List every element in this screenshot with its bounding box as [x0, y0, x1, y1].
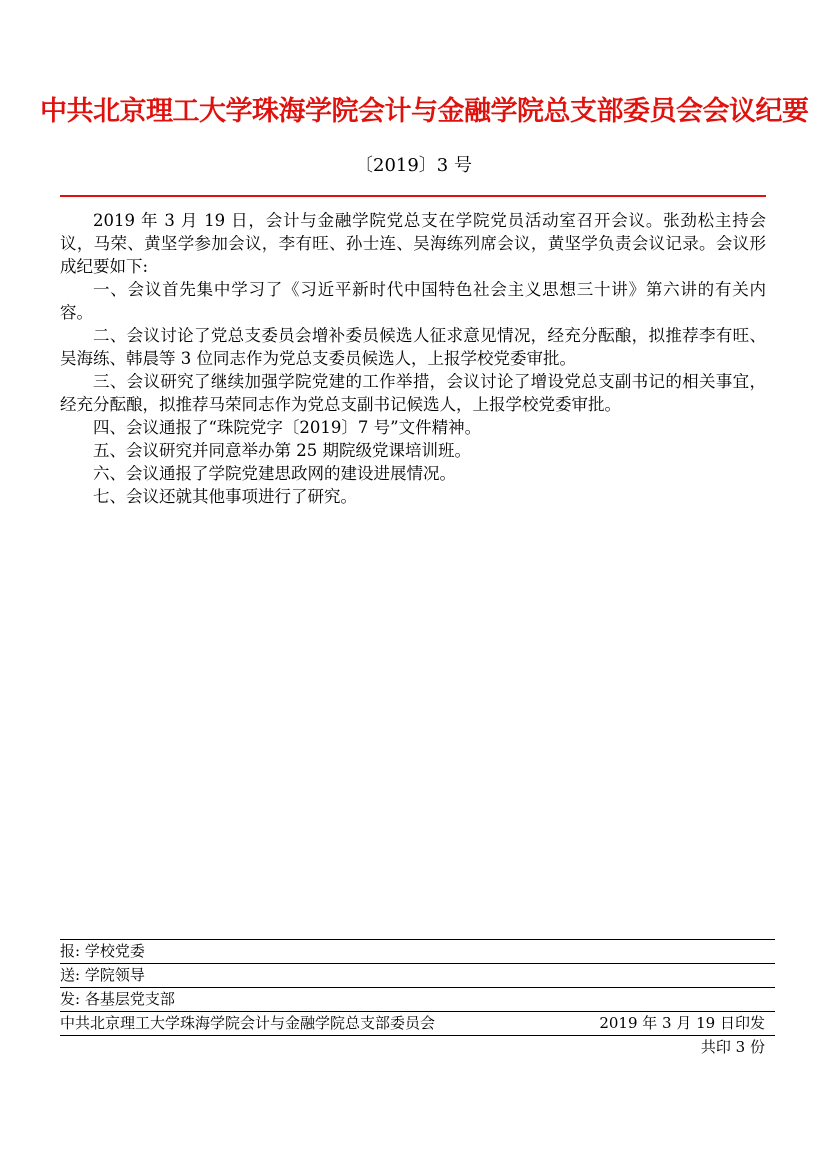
- header-divider: [60, 195, 766, 197]
- issuer-name: 中共北京理工大学珠海学院会计与金融学院总支部委员会: [60, 1014, 436, 1032]
- document-title: 中共北京理工大学珠海学院会计与金融学院总支部委员会会议纪要: [40, 96, 809, 127]
- body-paragraph-item-2: 二、会议讨论了党总支委员会增补委员候选人征求意见情况，经充分酝酿，拟推荐李有旺、吴海练、韩晨等 3 位同志作为党总支委员候选人，上报学校党委审批。: [60, 326, 766, 368]
- report-to-row: [60, 939, 775, 963]
- body-paragraph-item-3: 三、会议研究了继续加强学院党建的工作举措，会议讨论了增设党总支副书记的相关事宜，经充分酝酿，拟推荐马荣同志作为党总支副书记候选人，上报学校党委审批。: [60, 372, 766, 414]
- body-paragraph-item-5: 五、会议研究并同意举办第 25 期院级党课培训班。: [93, 441, 471, 460]
- copies-count: 共印 3 份: [700, 1038, 765, 1056]
- body-paragraph-item-6: 六、会议通报了学院党建思政网的建设进展情况。: [93, 464, 456, 483]
- issue-to-row: [60, 987, 775, 1011]
- document-body: [60, 209, 766, 508]
- body-paragraph-item-1: 一、会议首先集中学习了《习近平新时代中国特色社会主义思想三十讲》第六讲的有关内容。: [60, 280, 766, 322]
- body-paragraph-item-7: 七、会议还就其他事项进行了研究。: [93, 487, 357, 506]
- print-date: 2019 年 3 月 19 日印发: [599, 1014, 765, 1032]
- issuer-row: [60, 1011, 775, 1036]
- send-to-row: [60, 963, 775, 987]
- report-to-label: 报:: [60, 942, 81, 960]
- report-to-value: 学校党委: [84, 942, 145, 960]
- send-to-value: 学院领导: [84, 966, 145, 984]
- document-number: 〔2019〕3 号: [355, 155, 472, 176]
- issue-to-label: 发:: [60, 990, 81, 1008]
- distribution-footer: [60, 939, 775, 1058]
- body-paragraph-item-4: 四、会议通报了“珠院党字〔2019〕7 号”文件精神。: [93, 418, 482, 437]
- body-paragraph-intro: 2019 年 3 月 19 日，会计与金融学院党总支在学院党员活动室召开会议。张劲松主持会议，马荣、黄坚学参加会议，李有旺、孙士连、吴海练列席会议，黄坚学负责会议记录。会议形成纪要如下:: [60, 211, 766, 276]
- send-to-label: 送:: [60, 966, 81, 984]
- issue-to-value: 各基层党支部: [84, 990, 175, 1008]
